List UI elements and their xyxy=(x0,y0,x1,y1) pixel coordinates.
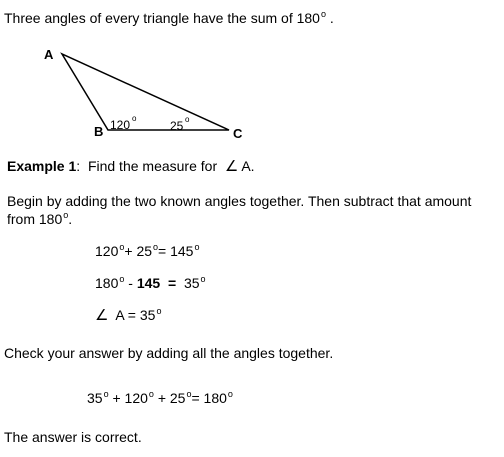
check-term-a: 35 xyxy=(87,390,103,406)
angle-c-value: 25 xyxy=(170,119,184,133)
instruction-text: from 180 xyxy=(7,211,63,227)
step-1-term-a: 120 xyxy=(95,243,119,259)
degree-symbol: o xyxy=(186,389,192,399)
degree-symbol: o xyxy=(156,306,162,316)
example-label: Example 1 xyxy=(7,158,77,174)
triangle-diagram xyxy=(0,0,504,150)
example-prompt: Find the measure for xyxy=(87,158,218,174)
degree-symbol: o xyxy=(119,242,125,252)
angle-icon: ∠ xyxy=(224,158,239,175)
conclusion-text: The answer is correct. xyxy=(4,429,142,445)
instruction-line-1: Begin by adding the two known angles together. Then subtract that amount xyxy=(7,193,472,209)
step-1-term-b: + 25 xyxy=(124,243,153,259)
example-line xyxy=(7,157,255,175)
degree-symbol: o xyxy=(148,389,154,399)
instruction-end: . xyxy=(68,211,73,227)
degree-symbol: o xyxy=(153,242,159,252)
intro-text: Three angles of every triangle have the sum of 180 xyxy=(4,10,320,26)
step-2-result: 35 xyxy=(183,275,200,291)
check-term-c: + 25 xyxy=(153,390,186,406)
vertex-a-label: A xyxy=(44,47,54,62)
degree-symbol: o xyxy=(194,242,200,252)
step-2-minus: - xyxy=(124,275,137,291)
step-2-equation xyxy=(95,275,206,291)
angle-icon: ∠ xyxy=(95,307,109,324)
step-1-result: = 145 xyxy=(158,243,194,259)
triangle-shape xyxy=(62,54,229,130)
check-instruction: Check your answer by adding all the angles together. xyxy=(4,345,334,361)
angle-c-degree: o xyxy=(185,115,190,124)
degree-symbol: o xyxy=(200,274,206,284)
step-2-term-a: 180 xyxy=(95,275,119,291)
vertex-c-label: C xyxy=(233,126,243,141)
check-result: = 180 xyxy=(191,390,227,406)
vertex-b-label: B xyxy=(94,124,104,139)
degree-symbol: o xyxy=(227,389,233,399)
degree-symbol: o xyxy=(119,274,125,284)
step-2-term-b: 145 xyxy=(136,275,161,291)
step-2-equals: = xyxy=(164,275,181,291)
check-term-b: + 120 xyxy=(108,390,148,406)
step-3-text: A = 35 xyxy=(115,307,156,323)
example-target: A. xyxy=(241,158,255,174)
degree-symbol: o xyxy=(63,210,69,220)
intro-end: . xyxy=(329,10,334,26)
degree-symbol: o xyxy=(103,389,109,399)
angle-b-value: 120 xyxy=(110,118,131,132)
degree-symbol: o xyxy=(320,9,326,19)
check-equation xyxy=(87,390,233,406)
angle-b-degree: o xyxy=(132,114,137,123)
step-1-equation xyxy=(95,243,199,259)
step-3-equation xyxy=(95,306,161,324)
instruction-line-2 xyxy=(7,211,72,227)
example-colon: : xyxy=(76,158,81,174)
